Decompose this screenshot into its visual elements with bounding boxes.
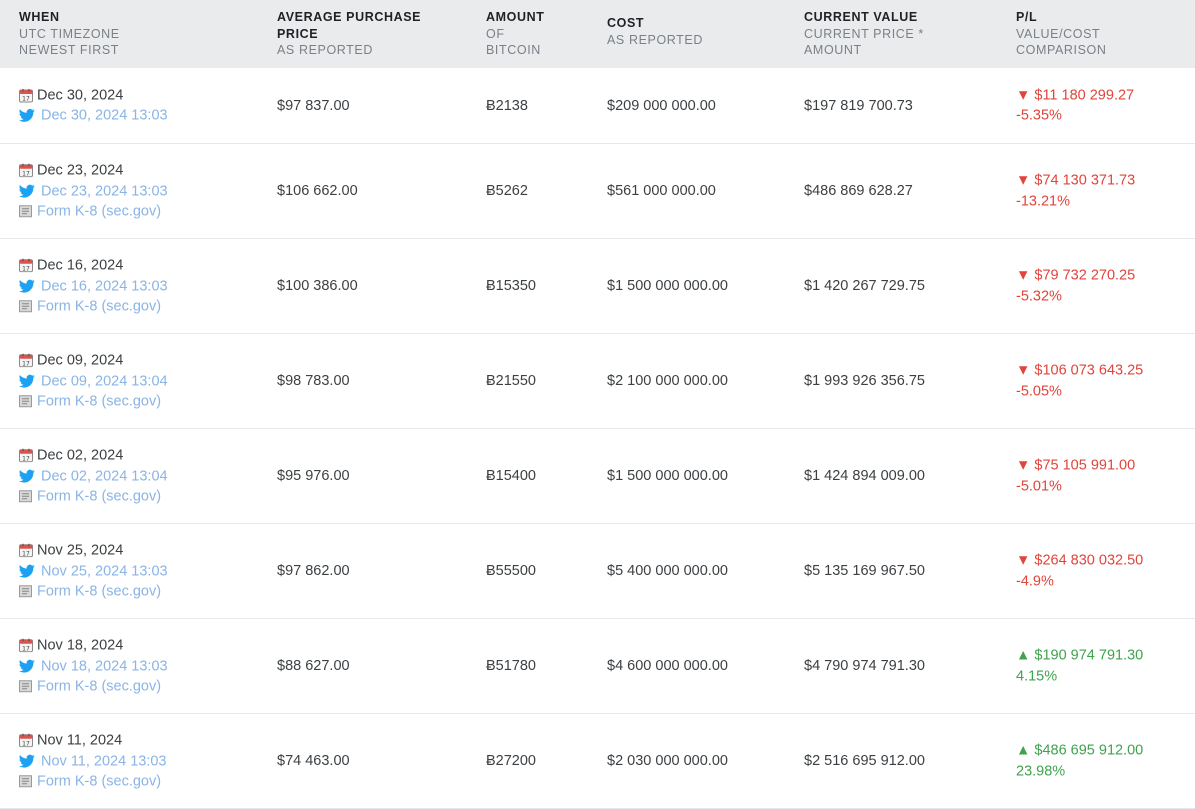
- header-when-sub2: NEWEST FIRST: [19, 43, 120, 57]
- header-pl-sub2: COMPARISON: [1016, 43, 1107, 57]
- document-icon: [19, 490, 33, 504]
- header-current-value[interactable]: [804, 9, 924, 59]
- pl-cell: [1016, 551, 1143, 592]
- pl-amount: ▼ $74 130 371.73: [1016, 172, 1136, 189]
- document-icon: [19, 395, 33, 409]
- when-cell: [19, 730, 167, 792]
- pl-amount: ▼ $11 180 299.27: [1016, 87, 1135, 103]
- cost-cell: $2 030 000 000.00: [607, 753, 728, 769]
- header-value-sub1: CURRENT PRICE *: [804, 26, 924, 41]
- current-value-cell: $1 993 926 356.75: [804, 373, 925, 389]
- pl-cell: [1016, 85, 1134, 126]
- table-row: [0, 429, 1195, 524]
- calendar-icon: [19, 88, 33, 102]
- tweet-link[interactable]: Nov 18, 2024 13:03: [41, 657, 168, 674]
- header-amount[interactable]: [486, 9, 544, 59]
- cost-cell: $5 400 000 000.00: [607, 563, 728, 579]
- tweet-link[interactable]: Dec 02, 2024 13:04: [41, 467, 168, 484]
- date-text: Dec 23, 2024: [37, 162, 124, 179]
- amount-cell: Ƀ15350: [486, 278, 536, 294]
- tweet-link[interactable]: Dec 09, 2024 13:04: [41, 372, 168, 389]
- tweet-link-line: [19, 751, 167, 772]
- calendar-icon: [19, 164, 33, 178]
- tweet-link[interactable]: Nov 11, 2024 13:03: [41, 752, 167, 769]
- table-row: [0, 619, 1195, 714]
- date-text: Nov 11, 2024: [37, 732, 123, 749]
- when-cell: [19, 160, 168, 222]
- pl-amount: ▲ $486 695 912.00: [1016, 742, 1144, 759]
- tweet-link[interactable]: Dec 30, 2024 13:03: [41, 107, 168, 124]
- date-text: Dec 02, 2024: [37, 447, 124, 464]
- header-amount-sub1: OF: [486, 26, 505, 41]
- purchase-date: [19, 85, 168, 106]
- amount-cell: Ƀ51780: [486, 658, 536, 674]
- header-pl-sub1: VALUE/COST: [1016, 26, 1101, 41]
- pl-cell: [1016, 741, 1143, 782]
- table-row: [0, 714, 1195, 809]
- tweet-link-line: [19, 466, 168, 487]
- purchase-date: [19, 635, 168, 656]
- table-header: [0, 0, 1195, 68]
- svg-text:17: 17: [22, 455, 30, 463]
- pl-cell: [1016, 266, 1135, 307]
- pl-amount: ▼ $106 073 643.25: [1016, 362, 1144, 379]
- avg-price-cell: $106 662.00: [277, 183, 358, 199]
- amount-cell: Ƀ21550: [486, 373, 536, 389]
- tweet-link-line: [19, 371, 168, 392]
- avg-price-cell: $95 976.00: [277, 468, 350, 484]
- filing-link-line: [19, 296, 168, 317]
- date-text: Dec 16, 2024: [37, 257, 124, 274]
- header-avg-title2: PRICE: [277, 26, 319, 41]
- pl-percent: 4.15%: [1016, 668, 1058, 684]
- cost-cell: $1 500 000 000.00: [607, 278, 728, 294]
- header-pl[interactable]: [1016, 9, 1107, 59]
- twitter-bird-icon: [19, 659, 35, 673]
- calendar-icon: [19, 544, 33, 558]
- sec-filing-link[interactable]: Form K-8 (sec.gov): [37, 583, 162, 600]
- header-value-sub2: AMOUNT: [804, 43, 862, 57]
- tweet-link-line: [19, 656, 168, 677]
- cost-cell: $1 500 000 000.00: [607, 468, 728, 484]
- date-text: Dec 30, 2024: [37, 87, 124, 103]
- when-cell: [19, 350, 168, 412]
- avg-price-cell: $97 862.00: [277, 563, 350, 579]
- pl-amount: ▼ $75 105 991.00: [1016, 457, 1136, 474]
- header-cost-sub: AS REPORTED: [607, 32, 703, 47]
- filing-link-line: [19, 676, 168, 697]
- avg-price-cell: $100 386.00: [277, 278, 358, 294]
- filing-link-line: [19, 486, 168, 507]
- pl-percent: -5.32%: [1016, 288, 1062, 304]
- cost-cell: $4 600 000 000.00: [607, 658, 728, 674]
- twitter-bird-icon: [19, 279, 35, 293]
- header-when[interactable]: [19, 9, 120, 59]
- purchase-date: [19, 540, 168, 561]
- purchase-date: [19, 160, 168, 181]
- document-icon: [19, 300, 33, 314]
- filing-link-line: [19, 391, 168, 412]
- tweet-link[interactable]: Dec 23, 2024 13:03: [41, 182, 168, 199]
- sec-filing-link[interactable]: Form K-8 (sec.gov): [37, 203, 162, 220]
- sec-filing-link[interactable]: Form K-8 (sec.gov): [37, 393, 162, 410]
- document-icon: [19, 775, 33, 789]
- current-value-cell: $486 869 628.27: [804, 183, 913, 199]
- cost-cell: $209 000 000.00: [607, 97, 716, 114]
- purchase-date: [19, 350, 168, 371]
- purchase-date: [19, 255, 168, 276]
- purchase-date: [19, 730, 167, 751]
- calendar-icon: [19, 259, 33, 273]
- header-cost-title: COST: [607, 16, 645, 30]
- calendar-icon: [19, 734, 33, 748]
- twitter-bird-icon: [19, 754, 35, 768]
- amount-cell: Ƀ15400: [486, 468, 536, 484]
- header-avg-title1: AVERAGE PURCHASE: [277, 10, 422, 24]
- pl-percent: -5.01%: [1016, 478, 1062, 494]
- twitter-bird-icon: [19, 109, 35, 123]
- current-value-cell: $1 424 894 009.00: [804, 468, 925, 484]
- when-cell: [19, 255, 168, 317]
- document-icon: [19, 680, 33, 694]
- pl-percent: -13.21%: [1016, 193, 1071, 209]
- date-text: Dec 09, 2024: [37, 352, 124, 369]
- amount-cell: Ƀ27200: [486, 753, 536, 769]
- header-value-title: CURRENT VALUE: [804, 10, 918, 24]
- filing-link-line: [19, 771, 167, 792]
- sec-filing-link[interactable]: Form K-8 (sec.gov): [37, 773, 162, 790]
- cost-cell: $2 100 000 000.00: [607, 373, 728, 389]
- date-text: Nov 25, 2024: [37, 542, 124, 559]
- when-cell: [19, 85, 168, 126]
- table-row: [0, 239, 1195, 334]
- header-cost[interactable]: [607, 15, 703, 48]
- twitter-bird-icon: [19, 184, 35, 198]
- pl-amount: ▲ $190 974 791.30: [1016, 647, 1144, 664]
- tweet-link-line: [19, 561, 168, 582]
- header-amount-sub2: BITCOIN: [486, 43, 541, 57]
- svg-text:17: 17: [22, 170, 30, 178]
- when-cell: [19, 635, 168, 697]
- svg-text:17: 17: [22, 95, 30, 103]
- svg-text:17: 17: [22, 550, 30, 558]
- filing-link-line: [19, 201, 168, 222]
- header-pl-title: P/L: [1016, 10, 1038, 24]
- document-icon: [19, 205, 33, 219]
- sec-filing-link[interactable]: Form K-8 (sec.gov): [37, 678, 162, 695]
- svg-text:17: 17: [22, 265, 30, 273]
- table-row: [0, 68, 1195, 144]
- tweet-link-line: [19, 106, 168, 127]
- amount-cell: Ƀ55500: [486, 563, 536, 579]
- twitter-bird-icon: [19, 564, 35, 578]
- current-value-cell: $2 516 695 912.00: [804, 753, 925, 769]
- pl-percent: -5.35%: [1016, 107, 1062, 124]
- when-cell: [19, 540, 168, 602]
- pl-percent: -5.05%: [1016, 383, 1062, 399]
- header-avg-sub: AS REPORTED: [277, 43, 373, 57]
- tweet-link[interactable]: Nov 25, 2024 13:03: [41, 562, 168, 579]
- pl-amount: ▼ $79 732 270.25: [1016, 267, 1136, 284]
- filing-link-line: [19, 581, 168, 602]
- amount-cell: Ƀ2138: [486, 97, 528, 114]
- header-avg-price[interactable]: [277, 9, 421, 59]
- pl-percent: -4.9%: [1016, 573, 1054, 589]
- tweet-link-line: [19, 181, 168, 202]
- avg-price-cell: $97 837.00: [277, 97, 350, 114]
- header-when-sub1: UTC TIMEZONE: [19, 26, 120, 41]
- tweet-link[interactable]: Dec 16, 2024 13:03: [41, 277, 168, 294]
- amount-cell: Ƀ5262: [486, 183, 528, 199]
- current-value-cell: $4 790 974 791.30: [804, 658, 925, 674]
- document-icon: [19, 585, 33, 599]
- pl-percent: 23.98%: [1016, 763, 1066, 779]
- table-row: [0, 524, 1195, 619]
- svg-text:17: 17: [22, 740, 30, 748]
- pl-cell: [1016, 646, 1143, 687]
- pl-cell: [1016, 171, 1135, 212]
- purchase-date: [19, 445, 168, 466]
- svg-text:17: 17: [22, 360, 30, 368]
- calendar-icon: [19, 354, 33, 368]
- table-body: [0, 68, 1195, 809]
- table-row: [0, 144, 1195, 239]
- avg-price-cell: $88 627.00: [277, 658, 350, 674]
- header-when-title: WHEN: [19, 10, 60, 24]
- table-row: [0, 334, 1195, 429]
- current-value-cell: $5 135 169 967.50: [804, 563, 925, 579]
- tweet-link-line: [19, 276, 168, 297]
- twitter-bird-icon: [19, 469, 35, 483]
- pl-amount: ▼ $264 830 032.50: [1016, 552, 1144, 569]
- sec-filing-link[interactable]: Form K-8 (sec.gov): [37, 298, 162, 315]
- cost-cell: $561 000 000.00: [607, 183, 716, 199]
- twitter-bird-icon: [19, 374, 35, 388]
- header-amount-title: AMOUNT: [486, 10, 545, 24]
- pl-cell: [1016, 361, 1143, 402]
- calendar-icon: [19, 449, 33, 463]
- calendar-icon: [19, 639, 33, 653]
- avg-price-cell: $98 783.00: [277, 373, 350, 389]
- current-value-cell: $197 819 700.73: [804, 97, 913, 114]
- when-cell: [19, 445, 168, 507]
- date-text: Nov 18, 2024: [37, 637, 124, 654]
- current-value-cell: $1 420 267 729.75: [804, 278, 925, 294]
- svg-text:17: 17: [22, 645, 30, 653]
- pl-cell: [1016, 456, 1135, 497]
- avg-price-cell: $74 463.00: [277, 753, 350, 769]
- sec-filing-link[interactable]: Form K-8 (sec.gov): [37, 488, 162, 505]
